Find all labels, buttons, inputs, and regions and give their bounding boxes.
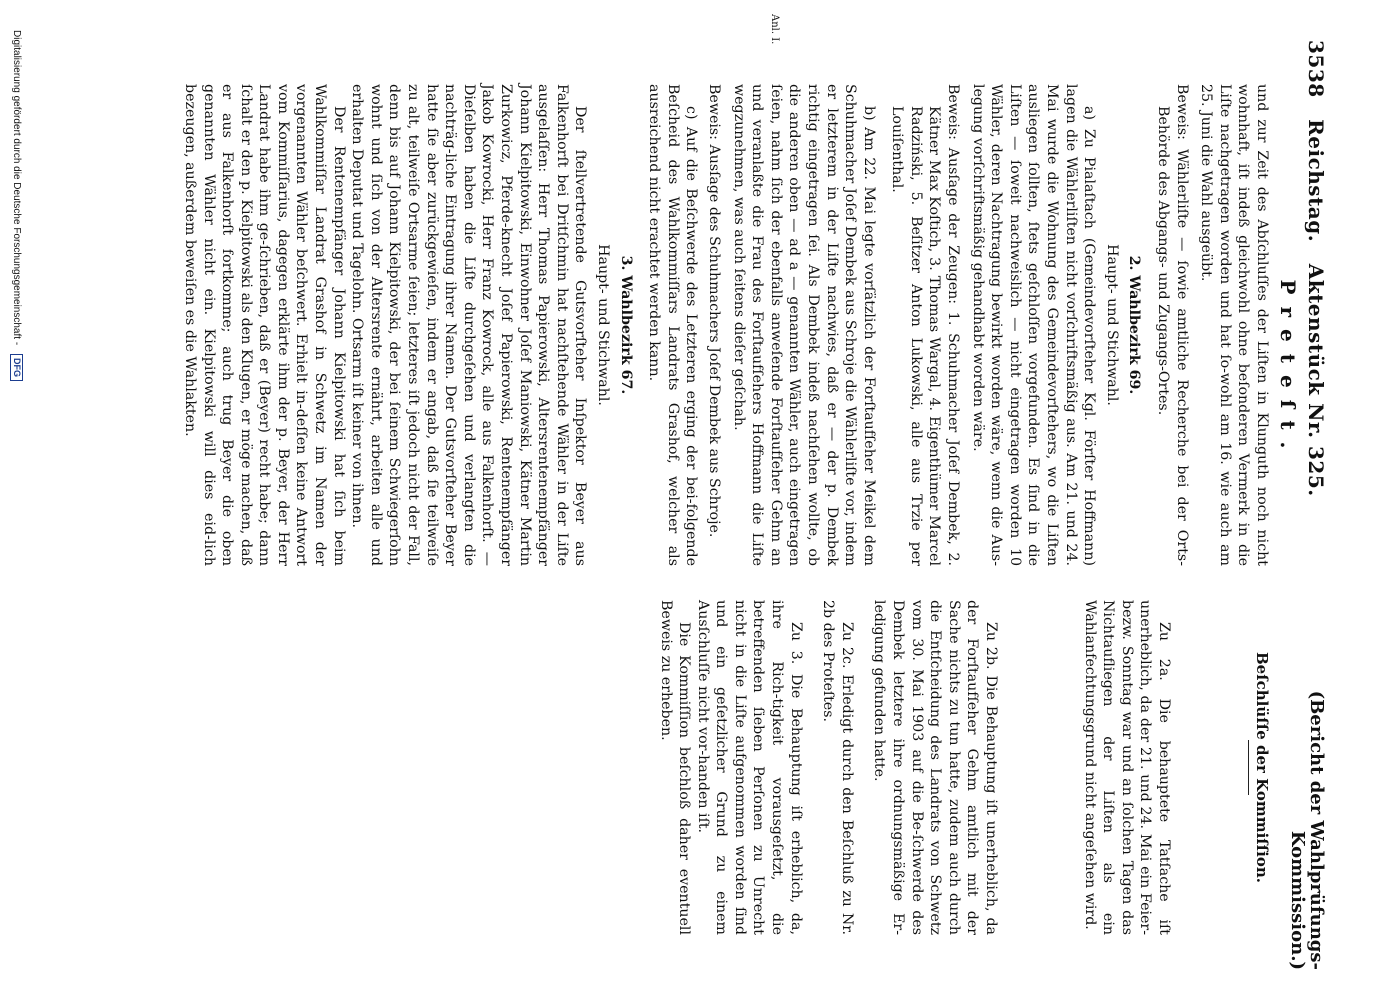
section-3-heading: 3. Wahlbezirk 67. (617, 255, 634, 395)
paragraph-2b-evidence: Beweis: Ausſage des Schuhmachers Joſef Dembek aus Schroje. (705, 84, 722, 538)
page-number: 3538 (1304, 40, 1328, 98)
paragraph-2a-evidence: Beweis: Ausſage der Zeugen: 1. Schuhmacher Joſef Dembek, 2. Kätner Max Koſtich, 3. Thomas Wargal, 4. Eigenthümer Marcel Radziński, 5. Beſitzer Anton Lukowski, alle aus Trzie per Louiſenthal. (889, 84, 962, 566)
paragraph-2b: b) Am 22. Mai legte vorſätzlich der Forſtaufſeher Meikel dem Schuhmacher Joſef Dembek aus Schroje die Wählerliſte vor, indem er letzterem in der Liſte nachwies, daß er — der p. Dembek richtig eingetragen ſei. Als Dembek indeß nachſehen wollte, ob die anderen oben — ad a — genannten Wähler, auch eingetragen ſeien, nahm ſich der ebenfalls anweſende Forſtaufſeher Gehm an und veranlaßte die Frau des Forſtaufſehers Hoffmann die Liſte wegzunehmen, was auch ſeitens dieſer geſchah. (730, 84, 877, 566)
publication-name: Reichstag. (1304, 119, 1328, 243)
decisions-column (656, 600, 1173, 935)
intro-paragraph: und zur Zeit des Abſchluſſes der Liſten in Klunguth noch nicht wohnhaft, iſt indeß gleichwohl ohne beſonderen Vermerk in die Liſte nachgetragen worden und hat ſo-wohl am 16. wie auch am 25. Juni die Wahl ausgeübt. (1198, 84, 1270, 566)
document-number: Aktenstück Nr. 325. (1304, 263, 1328, 497)
paragraph-3a: Der ſtellvertretende Gutsvorſteher Inſpektor Beyer aus Falkenhorſt bei Dritſchmin hat nachſtehende Wähler in der Liſte ausgelaſſen: Herr Thomas Papierowski, Altersrentenempfänger Johann Kielpitowski, Einwohner Joſef Maniowski, Kätner Martin Zurkowicz, Pferde-knecht Joſef Papierowski, Rentenempfänger Jakob Kowrocki, Herr Franz Kowrock, alle aus Falkenhorſt. — Dieſelben haben die Liſte durchgeſehen und verlangten die nachträg-liche Eintragung ihrer Namen. Der Gutsvorſteher Beyer hatte ſie aber zurückgewieſen, indem er angab, daß ſie teilweiſe zu alt, teilweiſe Ortsarme ſeien; letzteres iſt jedoch nicht der Fall, denn bis auf Johann Kielpitowski, der bei ſeinem Schwiegerſohn wohnt und ſich von der Altersrente ernährt, arbeiten alle und erhalten Deputat und Tagelohn. Ortsarm iſt keiner von ihnen. (349, 84, 589, 566)
digitization-credit (6, 30, 25, 970)
decision-2b: Zu 2b. Die Behauptung iſt unerheblich, da der Forſtaufſeher Gehm amtlich mit der Sache nichts zu tun hatte, zudem auch durch die Entſcheidung des Landrats von Schwetz vom 30. Mai 1903 auf die Be-ſchwerde des Dembek letztere ihre ordnungsmäßige Er-ledigung gefunden hatte. (871, 600, 1000, 935)
page-title: Preteſt. (1276, 279, 1300, 461)
digitization-note: Digitalisierung gefördert durch die Deutsche Forschungsgemeinschaft - (11, 30, 22, 346)
heading-rule (1248, 740, 1249, 795)
report-title: (Bericht der Wahlprüfungs-Kommission.) (1287, 690, 1327, 970)
intro-evidence: Beweis: Wählerliſte — ſowie amtliche Recherche bei der Orts-Behörde des Abgangs- und Zugangs-Ortes. (1155, 84, 1190, 566)
section-3-subheading: Haupt- und Stichwahl. (595, 244, 611, 406)
protest-column (180, 84, 1271, 566)
decision-3: Zu 3. Die Behauptung iſt erheblich, da, ihre Rich-tigkeit vorausgeſetzt, die betreffenden ſieben Perſonen zu Unrecht nicht in die Liſte aufgenommen worden ſind und ein geſetzlicher Grund zu einem Ausſchluſſe nicht vor-handen iſt. (694, 600, 804, 935)
paragraph-3b: Der Rentenempfänger Johann Kielpitowski hat ſich beim Wahlkommiſſar Landrat Grashof in Schwetz im Namen der vorgenannten Wähler beſchwert. Erhielt in-deſſen keine Antwort vom Kommiſſarius, dagegen erklärte ihm der p. Beyer, der Herr Landrat habe ihm ge-ſchrieben, daß er (Beyer) recht habe; dann ſchalt er den p. Kielpitowski als den Klugen, er möge machen, daß er aus Falkenhorſt fortkomme; auch trug Beyer die oben genannten Wähler nicht ein. Kielpitowski will dies eid-lich bezeugen, außerdem beweiſen es die Wahlakten. (181, 84, 347, 566)
section-2-subheading: Haupt- und Stichwahl. (1103, 244, 1120, 406)
decision-3-conclusion: Die Kommiſſion beſchloß daher eventuell Beweis zu erheben. (657, 600, 693, 935)
paragraph-2c: c) Auf die Beſchwerde des Letzteren erging der bei-folgende Beſcheid des Wahlkommiſſars Landrats Grashof, welcher als ausreichend nicht erachtet werden kann. (646, 84, 700, 566)
decisions-heading: Beſchlüſſe der Kommiſſion. (1253, 651, 1271, 884)
margin-note: Anl. I. (769, 14, 780, 45)
paragraph-2a: a) Zu Pialaſtach (Gemeindevorſteher Kgl. Förſter Hoffmann) lagen die Wählerliſten nicht vorſchriftsmäßig aus. Am 21. und 24. Mai wurde die Wohnung des Gemeindevorſtehers, wo die Liſten ausliegen ſollten, ſtets geſchloſſen vorgefunden. Es ſind in die Liſten — ſoweit nachweislich — nicht eingetragen worden 10 Wähler, deren Nachtragung bewirkt worden wäre, wenn die Aus-legung vorſchriftsmäßig gehandhabt worden wäre. (969, 84, 1098, 566)
section-2-heading: 2. Wahlbezirk 69. (1126, 255, 1143, 395)
decision-2a: Zu 2a. Die behauptete Tatſache iſt unerheblich, da der 21. und 24. Mai ein Feier- bezw. Sonntag war und an ſolchen Tagen das Nichtaufliegen der Liſten als ein Wahlanfechtungsgrund nicht angeſehen wird. (1081, 600, 1172, 935)
decision-2c: Zu 2c. Erledigt durch den Beſchluß zu Nr. 2b des Proteſtes. (820, 600, 855, 935)
page-header (1304, 40, 1328, 640)
dfg-logo: DFG (10, 354, 23, 381)
